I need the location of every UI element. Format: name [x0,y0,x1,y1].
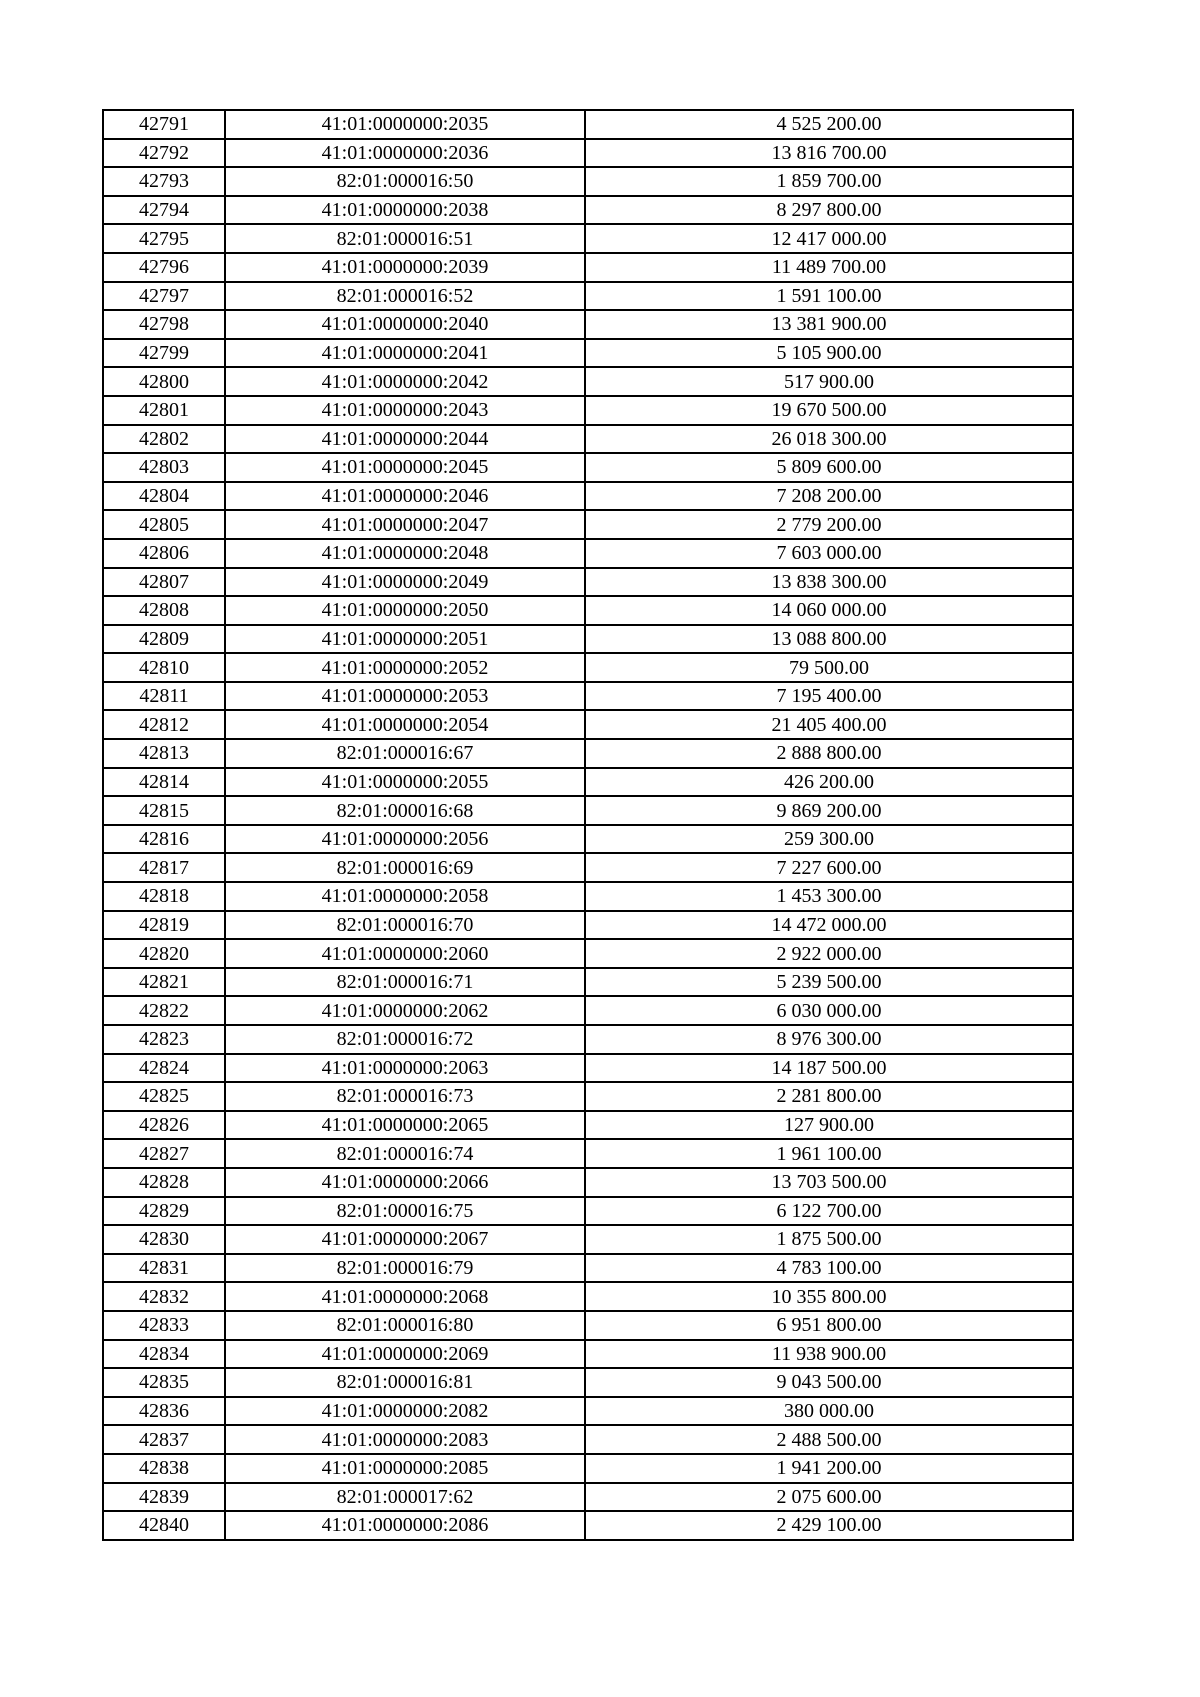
row-number-cell: 42824 [103,1054,225,1083]
row-number-cell: 42838 [103,1454,225,1483]
table-row [103,1225,1073,1254]
cadastral-number-cell: 41:01:0000000:2069 [225,1340,585,1369]
cadastral-number-cell: 41:01:0000000:2060 [225,939,585,968]
table-row [103,1139,1073,1168]
cadastral-number-cell: 41:01:0000000:2067 [225,1225,585,1254]
table-row [103,425,1073,454]
row-number-cell: 42817 [103,853,225,882]
cadastral-value-cell: 13 838 300.00 [585,568,1073,597]
table-row [103,939,1073,968]
table-row [103,1197,1073,1226]
cadastral-number-cell: 82:01:000016:73 [225,1082,585,1111]
cadastral-value-cell: 2 281 800.00 [585,1082,1073,1111]
cadastral-number-cell: 41:01:0000000:2047 [225,510,585,539]
cadastral-value-cell: 4 783 100.00 [585,1254,1073,1283]
table-row [103,396,1073,425]
cadastral-number-cell: 41:01:0000000:2065 [225,1111,585,1140]
cadastral-value-cell: 9 869 200.00 [585,796,1073,825]
row-number-cell: 42820 [103,939,225,968]
cadastral-number-cell: 41:01:0000000:2058 [225,882,585,911]
cadastral-value-cell: 2 075 600.00 [585,1483,1073,1512]
table-row [103,167,1073,196]
row-number-cell: 42803 [103,453,225,482]
cadastral-value-cell: 10 355 800.00 [585,1282,1073,1311]
cadastral-number-cell: 82:01:000016:72 [225,1025,585,1054]
cadastral-number-cell: 41:01:0000000:2035 [225,110,585,139]
cadastral-number-cell: 41:01:0000000:2044 [225,425,585,454]
cadastral-value-cell: 1 859 700.00 [585,167,1073,196]
cadastral-number-cell: 82:01:000016:80 [225,1311,585,1340]
cadastral-value-cell: 7 603 000.00 [585,539,1073,568]
row-number-cell: 42797 [103,282,225,311]
row-number-cell: 42806 [103,539,225,568]
table-row [103,996,1073,1025]
table-row [103,1082,1073,1111]
table-row [103,253,1073,282]
row-number-cell: 42829 [103,1197,225,1226]
row-number-cell: 42821 [103,968,225,997]
row-number-cell: 42840 [103,1511,225,1540]
row-number-cell: 42828 [103,1168,225,1197]
table-row [103,1311,1073,1340]
table-row [103,768,1073,797]
cadastral-number-cell: 41:01:0000000:2050 [225,596,585,625]
cadastral-number-cell: 41:01:0000000:2063 [225,1054,585,1083]
cadastral-value-cell: 8 297 800.00 [585,196,1073,225]
cadastral-value-cell: 1 961 100.00 [585,1139,1073,1168]
row-number-cell: 42811 [103,682,225,711]
table-row [103,882,1073,911]
cadastral-value-cell: 2 922 000.00 [585,939,1073,968]
row-number-cell: 42818 [103,882,225,911]
table-row [103,568,1073,597]
cadastral-number-cell: 82:01:000016:81 [225,1368,585,1397]
table-row [103,796,1073,825]
cadastral-value-cell: 517 900.00 [585,367,1073,396]
row-number-cell: 42802 [103,425,225,454]
table-row [103,1368,1073,1397]
cadastral-value-cell: 2 888 800.00 [585,739,1073,768]
row-number-cell: 42799 [103,339,225,368]
row-number-cell: 42792 [103,139,225,168]
cadastral-value-cell: 1 591 100.00 [585,282,1073,311]
cadastral-number-cell: 82:01:000016:70 [225,911,585,940]
row-number-cell: 42813 [103,739,225,768]
row-number-cell: 42791 [103,110,225,139]
table-row [103,1254,1073,1283]
cadastral-value-cell: 26 018 300.00 [585,425,1073,454]
cadastral-value-cell: 5 809 600.00 [585,453,1073,482]
table-row [103,1168,1073,1197]
cadastral-number-cell: 41:01:0000000:2046 [225,482,585,511]
cadastral-value-cell: 5 239 500.00 [585,968,1073,997]
table-row [103,110,1073,139]
table-row [103,653,1073,682]
table-row [103,853,1073,882]
table-row [103,1340,1073,1369]
table-row [103,682,1073,711]
table-row [103,1397,1073,1426]
table-row [103,539,1073,568]
table-row [103,968,1073,997]
table-row [103,1282,1073,1311]
table-row [103,1111,1073,1140]
row-number-cell: 42826 [103,1111,225,1140]
cadastral-value-cell: 1 941 200.00 [585,1454,1073,1483]
cadastral-value-cell: 13 703 500.00 [585,1168,1073,1197]
row-number-cell: 42837 [103,1425,225,1454]
cadastral-value-cell: 6 122 700.00 [585,1197,1073,1226]
table-row [103,310,1073,339]
cadastral-number-cell: 82:01:000016:69 [225,853,585,882]
table-row [103,1025,1073,1054]
cadastral-number-cell: 41:01:0000000:2066 [225,1168,585,1197]
cadastral-number-cell: 41:01:0000000:2083 [225,1425,585,1454]
cadastral-value-cell: 2 779 200.00 [585,510,1073,539]
cadastral-value-cell: 11 938 900.00 [585,1340,1073,1369]
row-number-cell: 42809 [103,625,225,654]
table-row [103,1425,1073,1454]
row-number-cell: 42800 [103,367,225,396]
cadastral-number-cell: 41:01:0000000:2043 [225,396,585,425]
cadastral-value-cell: 7 208 200.00 [585,482,1073,511]
table-row [103,911,1073,940]
cadastral-number-cell: 41:01:0000000:2045 [225,453,585,482]
cadastral-number-cell: 82:01:000016:79 [225,1254,585,1283]
cadastral-number-cell: 41:01:0000000:2038 [225,196,585,225]
cadastral-number-cell: 41:01:0000000:2041 [225,339,585,368]
table-row [103,1483,1073,1512]
table-body [103,110,1073,1540]
cadastral-number-cell: 41:01:0000000:2056 [225,825,585,854]
row-number-cell: 42804 [103,482,225,511]
cadastral-value-cell: 380 000.00 [585,1397,1073,1426]
row-number-cell: 42830 [103,1225,225,1254]
table-row [103,1454,1073,1483]
cadastral-value-cell: 259 300.00 [585,825,1073,854]
cadastral-number-cell: 41:01:0000000:2040 [225,310,585,339]
table-row [103,482,1073,511]
row-number-cell: 42815 [103,796,225,825]
cadastral-value-cell: 14 472 000.00 [585,911,1073,940]
cadastral-number-cell: 41:01:0000000:2085 [225,1454,585,1483]
row-number-cell: 42833 [103,1311,225,1340]
table-row [103,367,1073,396]
cadastral-value-cell: 11 489 700.00 [585,253,1073,282]
cadastral-number-cell: 82:01:000016:71 [225,968,585,997]
cadastral-number-cell: 41:01:0000000:2051 [225,625,585,654]
cadastral-number-cell: 41:01:0000000:2055 [225,768,585,797]
cadastral-number-cell: 41:01:0000000:2053 [225,682,585,711]
cadastral-value-cell: 4 525 200.00 [585,110,1073,139]
row-number-cell: 42839 [103,1483,225,1512]
cadastral-value-cell: 9 043 500.00 [585,1368,1073,1397]
row-number-cell: 42805 [103,510,225,539]
cadastral-value-cell: 426 200.00 [585,768,1073,797]
row-number-cell: 42801 [103,396,225,425]
cadastral-value-cell: 13 816 700.00 [585,139,1073,168]
cadastral-value-table [102,109,1074,1541]
row-number-cell: 42814 [103,768,225,797]
cadastral-value-cell: 14 187 500.00 [585,1054,1073,1083]
cadastral-value-cell: 1 453 300.00 [585,882,1073,911]
cadastral-value-cell: 14 060 000.00 [585,596,1073,625]
cadastral-value-cell: 8 976 300.00 [585,1025,1073,1054]
row-number-cell: 42825 [103,1082,225,1111]
cadastral-value-cell: 19 670 500.00 [585,396,1073,425]
row-number-cell: 42816 [103,825,225,854]
table-row [103,339,1073,368]
row-number-cell: 42812 [103,710,225,739]
cadastral-value-cell: 6 951 800.00 [585,1311,1073,1340]
row-number-cell: 42835 [103,1368,225,1397]
cadastral-number-cell: 82:01:000017:62 [225,1483,585,1512]
row-number-cell: 42834 [103,1340,225,1369]
row-number-cell: 42832 [103,1282,225,1311]
row-number-cell: 42793 [103,167,225,196]
row-number-cell: 42827 [103,1139,225,1168]
cadastral-number-cell: 41:01:0000000:2062 [225,996,585,1025]
table-row [103,710,1073,739]
cadastral-number-cell: 82:01:000016:50 [225,167,585,196]
table-row [103,224,1073,253]
table-row [103,596,1073,625]
cadastral-number-cell: 82:01:000016:52 [225,282,585,311]
cadastral-number-cell: 41:01:0000000:2086 [225,1511,585,1540]
cadastral-number-cell: 41:01:0000000:2048 [225,539,585,568]
table-row [103,825,1073,854]
row-number-cell: 42795 [103,224,225,253]
table-row [103,739,1073,768]
row-number-cell: 42831 [103,1254,225,1283]
cadastral-number-cell: 41:01:0000000:2036 [225,139,585,168]
row-number-cell: 42822 [103,996,225,1025]
table-row [103,139,1073,168]
cadastral-value-cell: 21 405 400.00 [585,710,1073,739]
cadastral-value-cell: 127 900.00 [585,1111,1073,1140]
row-number-cell: 42836 [103,1397,225,1426]
cadastral-number-cell: 41:01:0000000:2082 [225,1397,585,1426]
row-number-cell: 42798 [103,310,225,339]
cadastral-number-cell: 82:01:000016:51 [225,224,585,253]
table-row [103,1054,1073,1083]
cadastral-value-cell: 7 195 400.00 [585,682,1073,711]
cadastral-number-cell: 82:01:000016:74 [225,1139,585,1168]
table-row [103,196,1073,225]
cadastral-number-cell: 41:01:0000000:2042 [225,367,585,396]
row-number-cell: 42808 [103,596,225,625]
row-number-cell: 42794 [103,196,225,225]
cadastral-value-cell: 2 488 500.00 [585,1425,1073,1454]
cadastral-number-cell: 41:01:0000000:2052 [225,653,585,682]
row-number-cell: 42819 [103,911,225,940]
cadastral-number-cell: 41:01:0000000:2068 [225,1282,585,1311]
table-row [103,625,1073,654]
table-row [103,1511,1073,1540]
cadastral-number-cell: 41:01:0000000:2039 [225,253,585,282]
table-row [103,282,1073,311]
cadastral-value-cell: 12 417 000.00 [585,224,1073,253]
row-number-cell: 42807 [103,568,225,597]
cadastral-number-cell: 41:01:0000000:2049 [225,568,585,597]
cadastral-value-cell: 5 105 900.00 [585,339,1073,368]
cadastral-value-cell: 7 227 600.00 [585,853,1073,882]
cadastral-value-cell: 6 030 000.00 [585,996,1073,1025]
cadastral-value-cell: 79 500.00 [585,653,1073,682]
cadastral-value-cell: 13 088 800.00 [585,625,1073,654]
cadastral-value-cell: 2 429 100.00 [585,1511,1073,1540]
cadastral-number-cell: 41:01:0000000:2054 [225,710,585,739]
cadastral-number-cell: 82:01:000016:67 [225,739,585,768]
table-row [103,453,1073,482]
cadastral-number-cell: 82:01:000016:75 [225,1197,585,1226]
cadastral-value-cell: 1 875 500.00 [585,1225,1073,1254]
row-number-cell: 42796 [103,253,225,282]
row-number-cell: 42810 [103,653,225,682]
cadastral-number-cell: 82:01:000016:68 [225,796,585,825]
row-number-cell: 42823 [103,1025,225,1054]
cadastral-value-cell: 13 381 900.00 [585,310,1073,339]
table-row [103,510,1073,539]
